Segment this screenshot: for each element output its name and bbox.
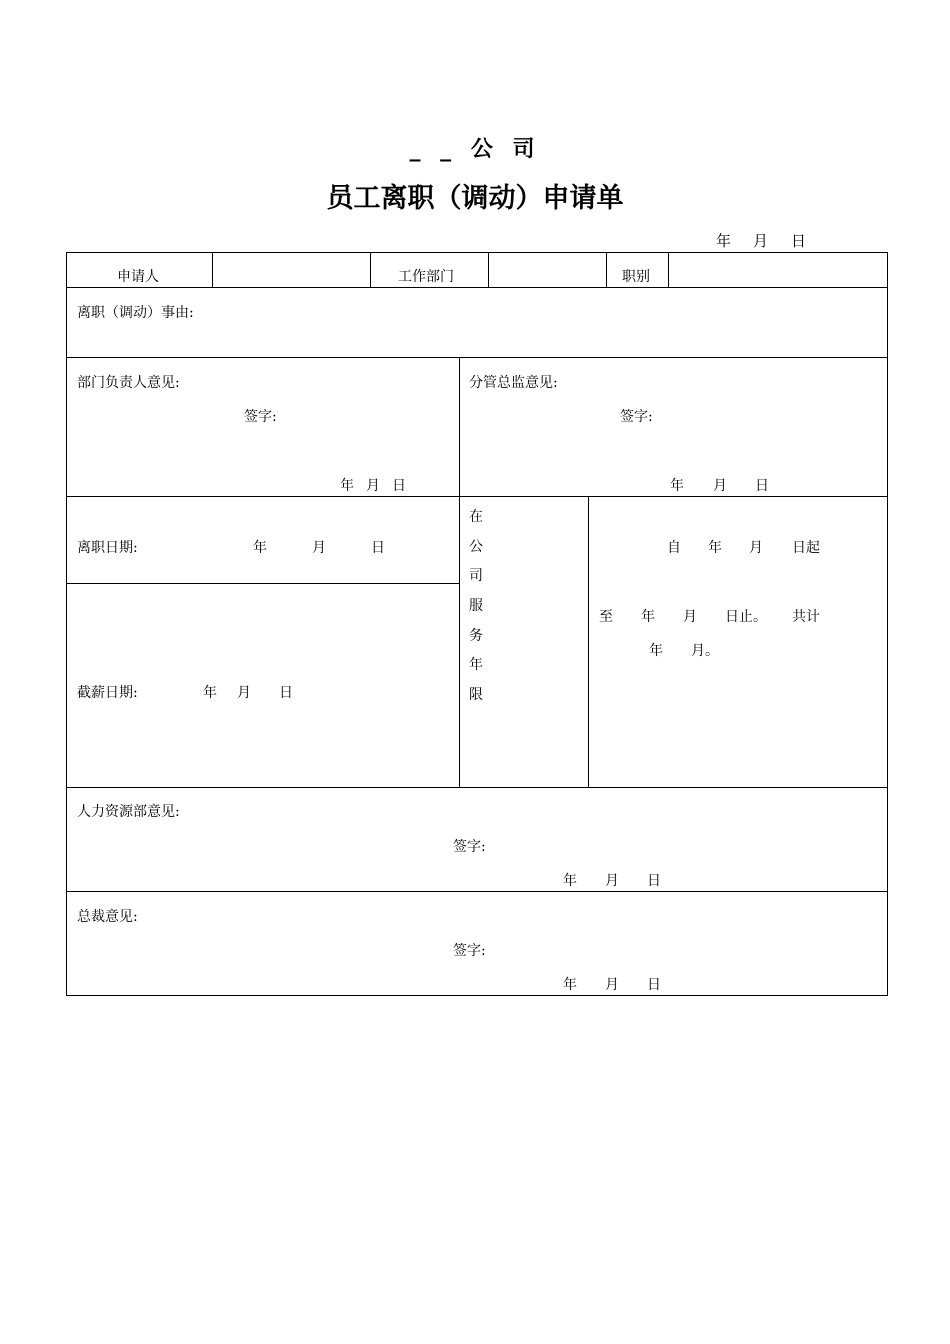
service-from-self: 自 (667, 540, 681, 556)
header-date-day: 日 (791, 232, 807, 250)
row-divider-1 (66, 287, 888, 288)
president-sign-label: 签字: (453, 943, 486, 959)
row-divider-4 (66, 787, 888, 788)
reason-label: 离职（调动）事由: (77, 305, 194, 321)
leave-date-label: 离职日期: (77, 540, 138, 556)
director-sign-label: 签字: (620, 409, 653, 425)
salary-cutoff-month: 月 (237, 685, 251, 701)
salary-cutoff-label: 截薪日期: (77, 685, 138, 701)
col-divider-service-left (459, 496, 460, 788)
director-opinion-label: 分管总监意见: (469, 375, 558, 391)
service-label-char: 年 (469, 657, 483, 673)
applicant-field[interactable] (213, 253, 370, 287)
col-divider-r1-b (370, 252, 371, 288)
position-field[interactable] (669, 253, 887, 287)
department-field[interactable] (489, 253, 606, 287)
col-divider-r1-d (606, 252, 607, 288)
department-label: 工作部门 (398, 269, 454, 285)
dept-head-date-day: 日 (392, 478, 406, 494)
service-from-year: 年 (708, 540, 722, 556)
dept-head-opinion-label: 部门负责人意见: (77, 375, 180, 391)
form-title: 员工离职（调动）申请单 (326, 183, 624, 214)
hr-date-day: 日 (647, 873, 661, 889)
service-to-prefix: 至 (599, 609, 613, 625)
row-divider-leave-salary (66, 583, 460, 584)
director-date-day: 日 (755, 478, 769, 494)
company-name: _ _ 公 司 (409, 137, 541, 162)
dept-head-date-year: 年 (340, 478, 354, 494)
hr-date-month: 月 (605, 873, 619, 889)
dept-head-sign-label: 签字: (244, 409, 277, 425)
col-divider-service-right (588, 496, 589, 788)
service-from-month: 月 (749, 540, 763, 556)
service-total-month: 月。 (691, 643, 719, 659)
leave-date-year: 年 (253, 540, 267, 556)
table-border-bottom (66, 995, 888, 996)
service-label-char: 服 (469, 598, 483, 614)
service-from-day: 日起 (792, 540, 820, 556)
leave-date-month: 月 (312, 540, 326, 556)
service-label-char: 限 (469, 687, 483, 703)
hr-opinion-label: 人力资源部意见: (77, 804, 180, 820)
position-label: 职别 (622, 269, 650, 285)
table-border-left (66, 252, 67, 996)
president-date-day: 日 (647, 977, 661, 993)
service-to-year: 年 (641, 609, 655, 625)
service-label-char: 务 (469, 628, 483, 644)
service-to-month: 月 (683, 609, 697, 625)
header-date-month: 月 (753, 232, 769, 250)
hr-date-year: 年 (563, 873, 577, 889)
applicant-label: 申请人 (117, 269, 159, 285)
row-divider-3 (66, 496, 888, 497)
service-to-day: 日止。 (725, 609, 767, 625)
president-date-month: 月 (605, 977, 619, 993)
salary-cutoff-day: 日 (279, 685, 293, 701)
hr-sign-label: 签字: (453, 839, 486, 855)
director-date-year: 年 (670, 478, 684, 494)
dept-head-date-month: 月 (366, 478, 380, 494)
service-label-char: 在 (469, 509, 483, 525)
row-divider-5 (66, 891, 888, 892)
table-border-right (887, 252, 888, 996)
row-divider-2 (66, 357, 888, 358)
director-date-month: 月 (713, 478, 727, 494)
service-label-char: 司 (469, 568, 483, 584)
president-opinion-label: 总裁意见: (77, 909, 138, 925)
col-divider-opinions (459, 357, 460, 497)
president-date-year: 年 (563, 977, 577, 993)
service-label-char: 公 (469, 539, 483, 555)
salary-cutoff-year: 年 (203, 685, 217, 701)
header-date-year: 年 (716, 232, 732, 250)
leave-date-day: 日 (371, 540, 385, 556)
service-total-label: 共计 (792, 609, 820, 625)
service-total-year: 年 (649, 643, 663, 659)
reason-field[interactable] (67, 320, 887, 357)
